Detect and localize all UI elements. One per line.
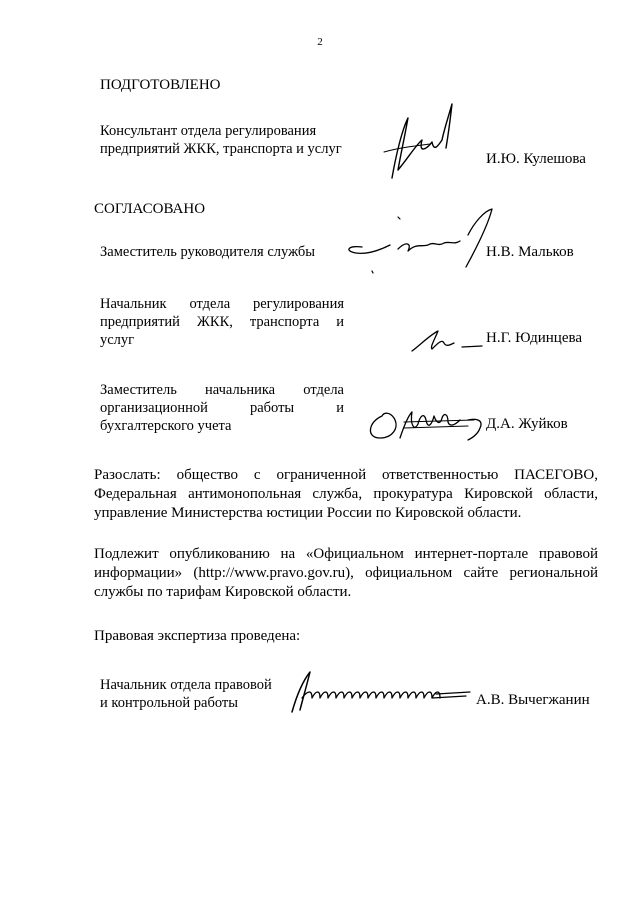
signature-malkov [338, 205, 498, 277]
legal-review-heading: Правовая экспертиза проведена: [94, 628, 301, 644]
agreed-signatory-3-name: Д.А. Жуйков [486, 416, 568, 432]
agreed-signatory-2-line-1: Начальник отдела регулирования [100, 296, 344, 312]
agreed-signatory-2-line-2: предприятий ЖКК, транспорта и [100, 314, 344, 330]
signature-vychegzhanin [286, 668, 476, 718]
agreed-signatory-1-name: Н.В. Мальков [486, 244, 574, 260]
signature-zhuikov [364, 404, 488, 446]
agreed-heading: СОГЛАСОВАНО [94, 201, 206, 217]
agreed-signatory-2-name: Н.Г. Юдинцева [486, 330, 583, 346]
prepared-position-line-2: предприятий ЖКК, транспорта и услуг [100, 141, 342, 157]
prepared-heading: ПОДГОТОВЛЕНО [100, 77, 221, 93]
agreed-signatory-2-position [100, 295, 344, 349]
distribution-paragraph: Разослать: общество с ограниченной ответственностью ПАСЕГОВО, Федеральная антимонопольная служба, прокуратура Кировской области, управление Министерства юстиции России по Кировской области. [94, 467, 598, 521]
legal-review-name: А.В. Вычегжанин [476, 692, 590, 708]
signature-kuleshova [378, 100, 468, 182]
agreed-signatory-1-position: Заместитель руководителя службы [100, 244, 316, 260]
legal-review-position-line-1: Начальник отдела правовой [100, 677, 272, 693]
agreed-signatory-3-line-2: организационной работы и [100, 400, 344, 416]
page-number: 2 [317, 36, 323, 48]
agreed-signatory-3-line-3: бухгалтерского учета [100, 418, 232, 434]
publication-paragraph: Подлежит опубликованию на «Официальном интернет-портале правовой информации» (http://www.pravo.gov.ru), официальном сайте региональной службы по тарифам Кировской области. [94, 546, 598, 600]
legal-review-position-line-2: и контрольной работы [100, 695, 238, 711]
agreed-signatory-2-line-3: услуг [100, 332, 135, 348]
legal-review-position [100, 676, 272, 712]
agreed-signatory-3-position [100, 381, 344, 435]
prepared-position [100, 122, 342, 158]
prepared-name: И.Ю. Кулешова [486, 151, 586, 167]
signature-yudintseva [408, 325, 484, 357]
agreed-signatory-3-line-1: Заместитель начальника отдела [100, 382, 344, 398]
prepared-position-line-1: Консультант отдела регулирования [100, 123, 317, 139]
